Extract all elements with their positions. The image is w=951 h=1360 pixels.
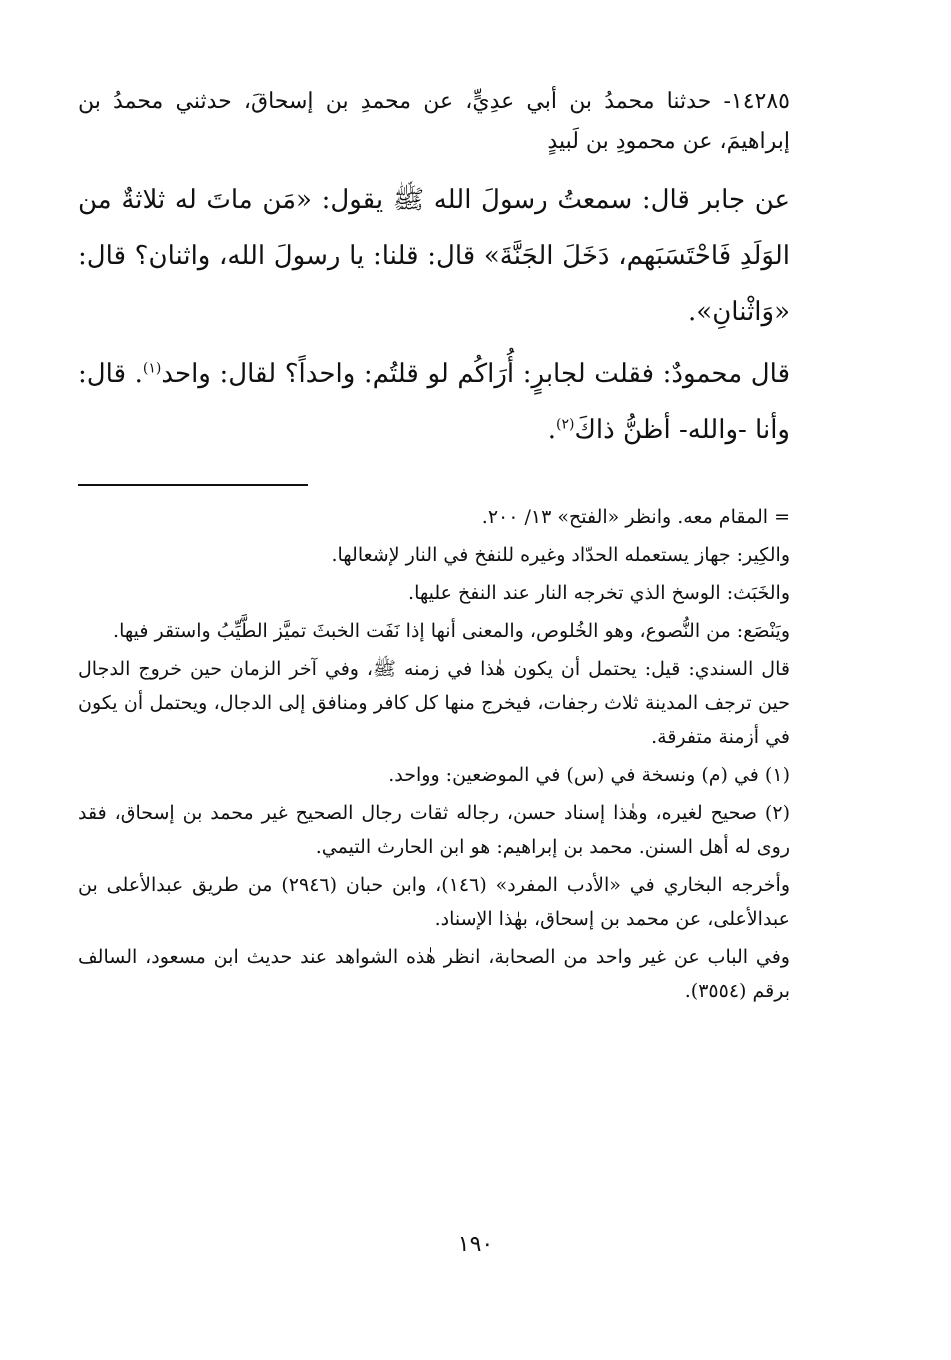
footnote-marker-2: (٢) <box>556 416 575 433</box>
footnote-divider <box>78 484 308 486</box>
matn-text-start: قال محمودٌ: فقلت لجابرٍ: أُرَاكُم لو قلتُم: واحداً؟ لقال: واحد <box>161 359 790 389</box>
footnote-2: (٢) صحيح لغيره، وهٰذا إسناد حسن، رجاله ثقات رجال الصحيح غير محمد بن إسحاق، فقد روى له أهل السنن. محمد بن إبراهيم: هو ابن الحارث التيمي. <box>78 802 790 858</box>
hadith-matn-paragraph-1: عن جابر قال: سمعتُ رسولَ الله ﷺ يقول: «مَن ماتَ له ثلاثةٌ من الوَلَدِ فَاحْتَسَبَهم، دَخَلَ الجَنَّةَ» قال: قلنا: يا رسولَ الله، واثنان؟ قال: «وَاثْنانِ». <box>78 185 791 327</box>
matn-text-middle: . قال: وأنا -والله- أظنُّ ذاكَ <box>78 359 790 445</box>
hadith-matn-paragraph-2 <box>78 346 790 458</box>
footnote-kir: والكِير: جهاز يستعمله الحدّاد وغيره للنفخ في النار لإشعالها. <box>331 544 790 566</box>
footnote-continuation: = المقام معه. وانظر «الفتح» ١٣/ ٢٠٠. <box>481 506 790 528</box>
footnote-marker-1: (١) <box>142 360 162 377</box>
matn-text-end: . <box>547 415 557 445</box>
footnote-khabath: والخَبَث: الوسخ الذي تخرجه النار عند النفخ عليها. <box>408 582 790 604</box>
book-page <box>78 82 790 1012</box>
footnote-1: (١) في (م) ونسخة في (س) في الموضعين: وواحد. <box>388 764 790 786</box>
footnote-sindi: قال السندي: قيل: يحتمل أن يكون هٰذا في زمنه ﷺ، وفي آخر الزمان حين خروج الدجال حين ترجف المدينة ثلاث رجفات، فيخرج منها كل كافر ومنافق إلى الدجال، ويحتمل أن يكون في أزمنة متفرقة. <box>78 658 790 748</box>
footnote-2-takhrij: وأخرجه البخاري في «الأدب المفرد» (١٤٦)، وابن حبان (٢٩٤٦) من طريق عبدالأعلى بن عبدالأعلى، عن محمد بن إسحاق، بهٰذا الإسناد. <box>78 874 790 930</box>
hadith-isnad: ١٤٢٨٥- حدثنا محمدُ بن أبي عدِيٍّ، عن محمدِ بن إسحاقَ، حدثني محمدُ بن إبراهيمَ، عن محمودِ بن لَبيدٍ <box>78 89 790 154</box>
footnotes-section <box>78 500 790 1008</box>
footnote-2-bab: وفي الباب عن غير واحد من الصحابة، انظر هٰذه الشواهد عند حديث ابن مسعود، السالف برقم (٣٥٥٤). <box>78 946 790 1002</box>
footnote-yansa: ويَنْصَع: من النُّصوع، وهو الخُلوص، والمعنى أنها إذا نَفَت الخبثَ تميَّز الطَّيِّبُ واستقر فيها. <box>113 620 790 642</box>
page-number: ١٩٠ <box>457 1232 494 1257</box>
